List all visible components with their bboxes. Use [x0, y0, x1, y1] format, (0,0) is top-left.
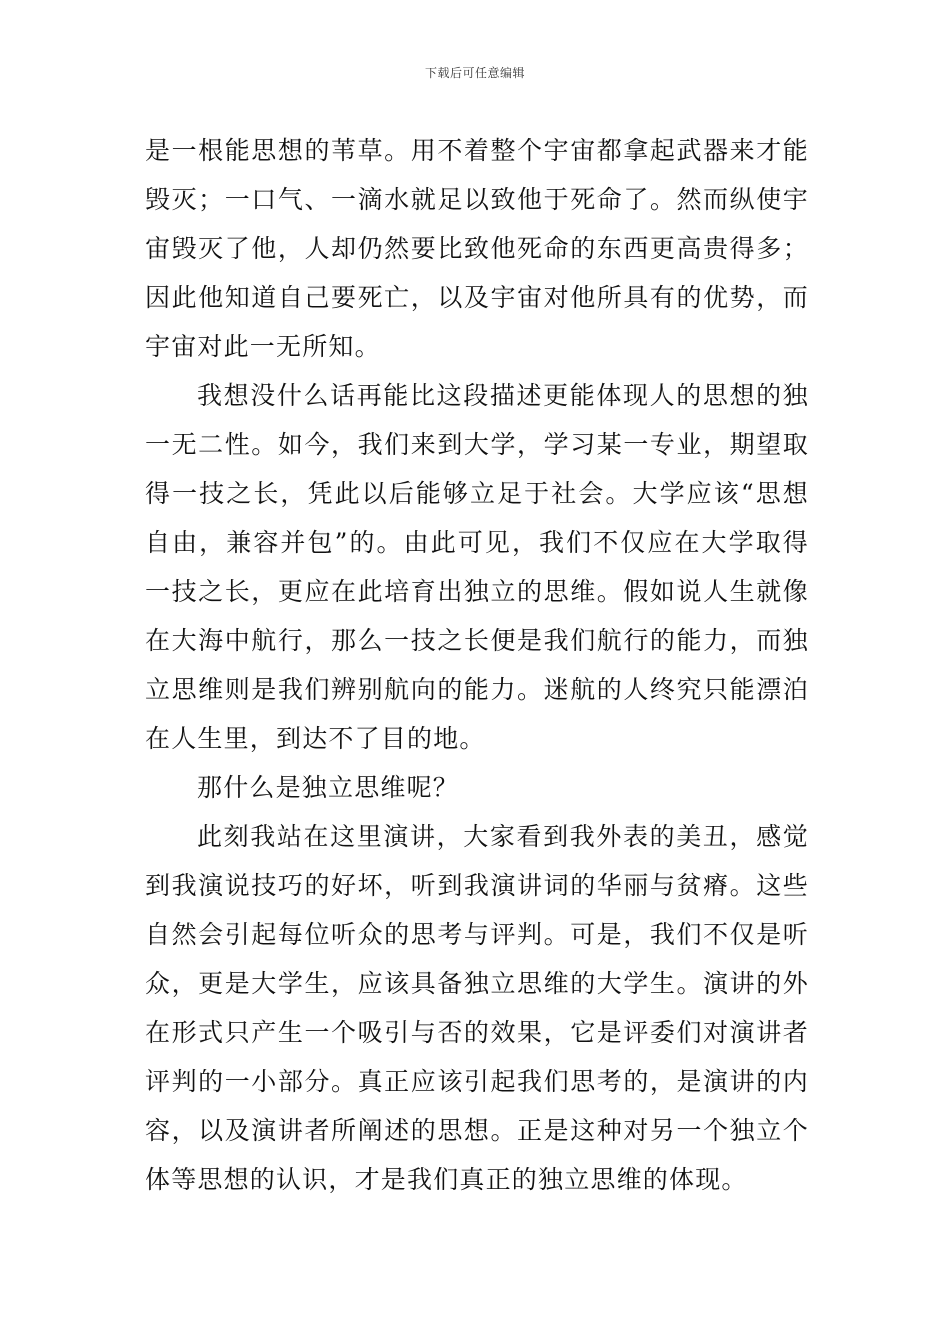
page-header: 下载后可任意编辑: [424, 66, 525, 80]
paragraph-speech-reflection: 此刻我站在这里演讲，大家看到我外表的美丑，感觉到我演说技巧的好坏，听到我演讲词的华丽与贫瘠。这些自然会引起每位听众的思考与评判。可是，我们不仅是听众，更是大学生，应该具备独立思维的大学生。演讲的外在形式只产生一个吸引与否的效果，它是评委们对演讲者评判的一小部分。真正应该引起我们思考的，是演讲的内容，以及演讲者所阐述的思想。正是这种对另一个独立个体等思想的认识，才是我们真正的独立思维的体现。: [145, 822, 809, 1194]
paragraph-continuation: 是一根能思想的苇草。用不着整个宇宙都拿起武器来才能毁灭；一口气、一滴水就足以致他于死命了。然而纵使宇宙毁灭了他，人却仍然要比致他死命的东西更高贵得多；因此他知道自己要死亡，以及宇宙对他所具有的优势，而宇宙对此一无所知。: [145, 136, 809, 361]
document-body: [145, 126, 809, 1204]
paragraph-uniqueness-of-thought: 我想没什么话再能比这段描述更能体现人的思想的独一无二性。如今，我们来到大学，学习某一专业，期望取得一技之长，凭此以后能够立足于社会。大学应该“思想自由，兼容并包”的。由此可见，我们不仅应在大学取得一技之长，更应在此培育出独立的思维。假如说人生就像在大海中航行，那么一技之长便是我们航行的能力，而独立思维则是我们辨别航向的能力。迷航的人终究只能漂泊在人生里，到达不了目的地。: [145, 381, 809, 753]
paragraph-question: 那什么是独立思维呢？: [197, 773, 460, 802]
